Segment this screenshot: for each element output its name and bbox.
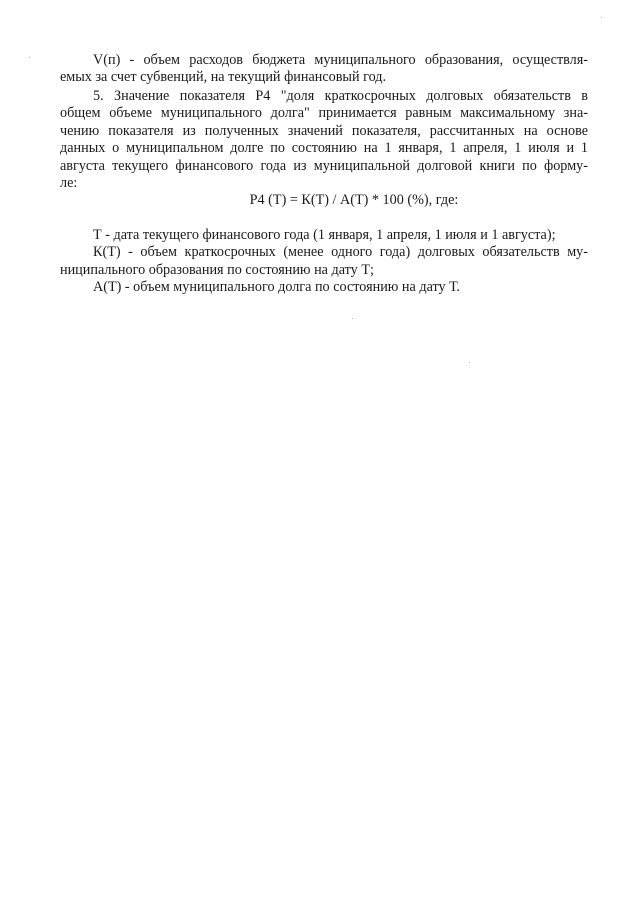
definition-k-line: ниципального образования по состоянию на дату Т; bbox=[60, 261, 374, 278]
scan-speck bbox=[29, 57, 30, 58]
definition-a: А(Т) - объем муниципального долга по состоянию на дату Т. bbox=[93, 279, 460, 296]
text-line: V(п) - объем расходов бюджета муниципального образования, осуществля- bbox=[93, 52, 588, 68]
text-line: ле: bbox=[60, 175, 78, 192]
text-line: августа текущего финансового года из муниципальной долговой книги по форму- bbox=[60, 157, 588, 174]
scan-speck bbox=[601, 17, 602, 18]
paragraph-5 bbox=[60, 88, 588, 192]
paragraph-vn-definition bbox=[60, 52, 588, 87]
text-line: 5. Значение показателя Р4 "доля краткосрочных долговых обязательств в bbox=[93, 88, 588, 104]
scan-speck bbox=[352, 318, 353, 319]
definition-k-line: К(Т) - объем краткосрочных (менее одного года) долговых обязательств му- bbox=[93, 244, 588, 261]
formula-p4: Р4 (Т) = К(Т) / А(Т) * 100 (%), где: bbox=[249, 192, 459, 208]
definitions-block bbox=[60, 227, 588, 297]
text-line: общем объеме муниципального долга" принимается равным максимальному зна- bbox=[60, 105, 588, 122]
text-line: чению показателя из полученных значений показателя, рассчитанных на основе bbox=[60, 122, 588, 139]
scan-speck bbox=[469, 362, 470, 363]
definition-t: Т - дата текущего финансового года (1 января, 1 апреля, 1 июля и 1 августа); bbox=[93, 227, 556, 243]
text-line: емых за счет субвенций, на текущий финансовый год. bbox=[60, 69, 387, 86]
text-line: данных о муниципальном долге по состоянию на 1 января, 1 апреля, 1 июля и 1 bbox=[60, 140, 588, 157]
